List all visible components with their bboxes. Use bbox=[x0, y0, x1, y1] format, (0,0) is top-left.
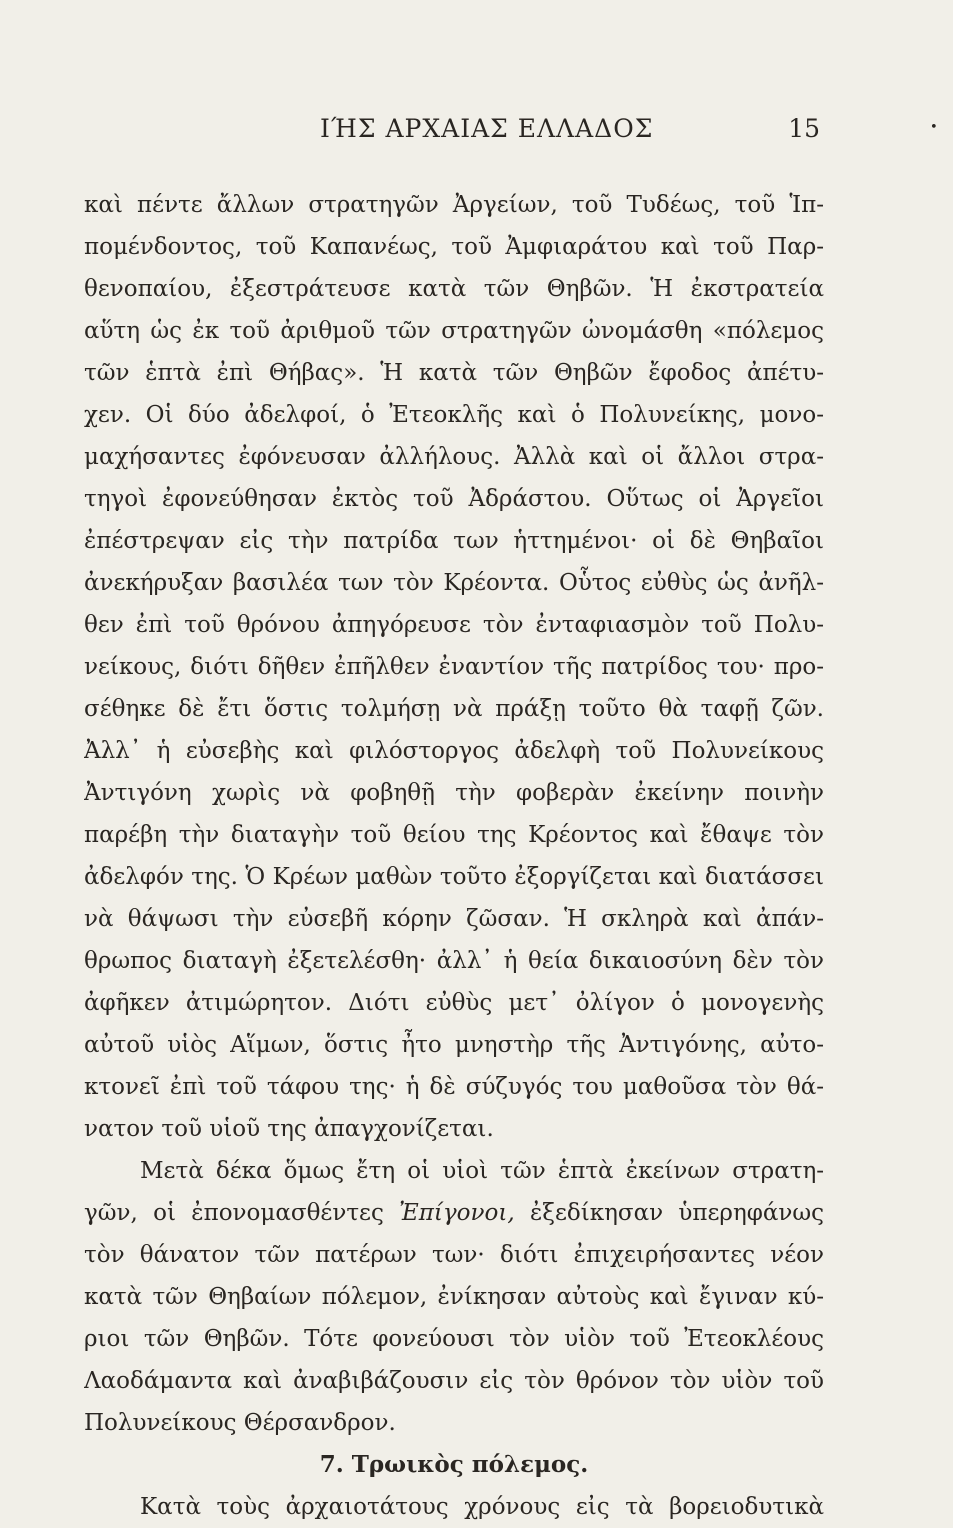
text-line: Πολυνείκους Θέρσανδρον. bbox=[84, 1410, 396, 1436]
text-line: σέθηκε δὲ ἔτι ὅστις τολμήσῃ νὰ πράξῃ τοῦτο θὰ ταφῇ ζῶν. bbox=[84, 696, 824, 722]
paragraph-3 bbox=[84, 1486, 824, 1528]
text-segment: γῶν, οἱ ἐπονομασθέντες bbox=[84, 1200, 400, 1226]
text-line: αὕτη ὡς ἐκ τοῦ ἀριθμοῦ τῶν στρατηγῶν ὠνομάσθη «πόλεμος bbox=[84, 318, 824, 344]
text-line: νατον τοῦ υἱοῦ της ἀπαγχονίζεται. bbox=[84, 1116, 494, 1142]
paragraph-1 bbox=[84, 184, 824, 1150]
text-segment: ἐξεδίκησαν ὑπερηφάνως bbox=[514, 1200, 824, 1226]
text-line: ἀφῆκεν ἀτιμώρητον. Διότι εὐθὺς μετ᾽ ὀλίγον ὁ μονογενὴς bbox=[84, 990, 824, 1016]
text-line: θρωπος διαταγὴ ἐξετελέσθη· ἀλλ᾽ ἡ θεία δικαιοσύνη δὲν τὸν bbox=[84, 948, 824, 974]
text-line bbox=[84, 1192, 824, 1234]
body-text bbox=[84, 184, 824, 1528]
text-line: ἀδελφόν της. Ὁ Κρέων μαθὼν τοῦτο ἐξοργίζεται καὶ διατάσσει bbox=[84, 864, 824, 890]
page-header bbox=[80, 114, 820, 144]
text-line: τῶν ἑπτὰ ἐπὶ Θήβας». Ἡ κατὰ τῶν Θηβῶν ἔφοδος ἀπέτυ- bbox=[84, 360, 824, 386]
epigonoi-term: Ἐπίγονοι, bbox=[399, 1200, 515, 1226]
text-line: ἀνεκήρυξαν βασιλέα των τὸν Κρέοντα. Οὗτος εὐθὺς ὡς ἀνῆλ- bbox=[84, 570, 824, 596]
text-line: τὸν θάνατον τῶν πατέρων των· διότι ἐπιχειρήσαντες νέον bbox=[84, 1242, 824, 1268]
text-line: θενοπαίου, ἐξεστράτευσε κατὰ τῶν Θηβῶν. Ἡ ἐκστρατεία bbox=[84, 276, 824, 302]
text-line: νὰ θάψωσι τὴν εὐσεβῆ κόρην ζῶσαν. Ἡ σκληρὰ καὶ ἀπάν- bbox=[84, 906, 824, 932]
text-line: Ἀλλ᾽ ἡ εὐσεβὴς καὶ φιλόστοργος ἀδελφὴ τοῦ Πολυνείκους bbox=[84, 738, 824, 764]
text-line: Κατὰ τοὺς ἀρχαιοτάτους χρόνους εἰς τὰ βορειοδυτικὰ bbox=[140, 1494, 824, 1520]
text-line: τηγοὶ ἐφονεύθησαν ἐκτὸς τοῦ Ἀδράστου. Οὕτως οἱ Ἀργεῖοι bbox=[84, 486, 824, 512]
text-line: παρέβη τὴν διαταγὴν τοῦ θείου της Κρέοντος καὶ ἔθαψε τὸν bbox=[84, 822, 824, 848]
text-line: Λαοδάμαντα καὶ ἀναβιβάζουσιν εἰς τὸν θρόνον τὸν υἱὸν τοῦ bbox=[84, 1368, 824, 1394]
text-line: Μετὰ δέκα ὅμως ἔτη οἱ υἱοὶ τῶν ἑπτὰ ἐκείνων στρατη- bbox=[140, 1158, 824, 1184]
text-line: καὶ πέντε ἄλλων στρατηγῶν Ἀργείων, τοῦ Τυδέως, τοῦ Ἱπ- bbox=[84, 192, 824, 218]
text-line: Ἀντιγόνη χωρὶς νὰ φοβηθῇ τὴν φοβερὰν ἐκείνην ποινὴν bbox=[84, 780, 824, 806]
text-line: κατὰ τῶν Θηβαίων πόλεμον, ἐνίκησαν αὐτοὺς καὶ ἔγιναν κύ- bbox=[84, 1284, 824, 1310]
text-line: ριοι τῶν Θηβῶν. Τότε φονεύουσι τὸν υἱὸν τοῦ Ἐτεοκλέους bbox=[84, 1326, 824, 1352]
paragraph-2 bbox=[84, 1150, 824, 1444]
page-number: 15 bbox=[788, 114, 820, 143]
text-line: ἐπέστρεψαν εἰς τὴν πατρίδα των ἡττημένοι· οἱ δὲ Θηβαῖοι bbox=[84, 528, 824, 554]
section-heading: 7. Τρωικὸς πόλεμος. bbox=[319, 1451, 589, 1478]
text-line: μαχήσαντες ἐφόνευσαν ἀλλήλους. Ἀλλὰ καὶ οἱ ἄλλοι στρα- bbox=[84, 444, 824, 470]
running-head: ΙΉΣ ΑΡΧΑΙΑΣ ΕΛΛΑΔΟΣ bbox=[320, 114, 654, 143]
text-line: θεν ἐπὶ τοῦ θρόνου ἀπηγόρευσε τὸν ἐνταφιασμὸν τοῦ Πολυ- bbox=[84, 612, 824, 638]
text-line: κτονεῖ ἐπὶ τοῦ τάφου της· ἡ δὲ σύζυγός του μαθοῦσα τὸν θά- bbox=[84, 1074, 824, 1100]
text-line: νείκους, διότι δῆθεν ἐπῆλθεν ἐναντίον τῆς πατρίδος του· προ- bbox=[84, 654, 824, 680]
text-line: πομένδοντος, τοῦ Καπανέως, τοῦ Ἀμφιαράτου καὶ τοῦ Παρ- bbox=[84, 234, 824, 260]
corner-mark: • bbox=[930, 120, 938, 135]
text-line: αὐτοῦ υἱὸς Αἵμων, ὅστις ἦτο μνηστὴρ τῆς Ἀντιγόνης, αὐτο- bbox=[84, 1032, 824, 1058]
text-line: χεν. Οἱ δύο ἀδελφοί, ὁ Ἐτεοκλῆς καὶ ὁ Πολυνείκης, μονο- bbox=[84, 402, 824, 428]
